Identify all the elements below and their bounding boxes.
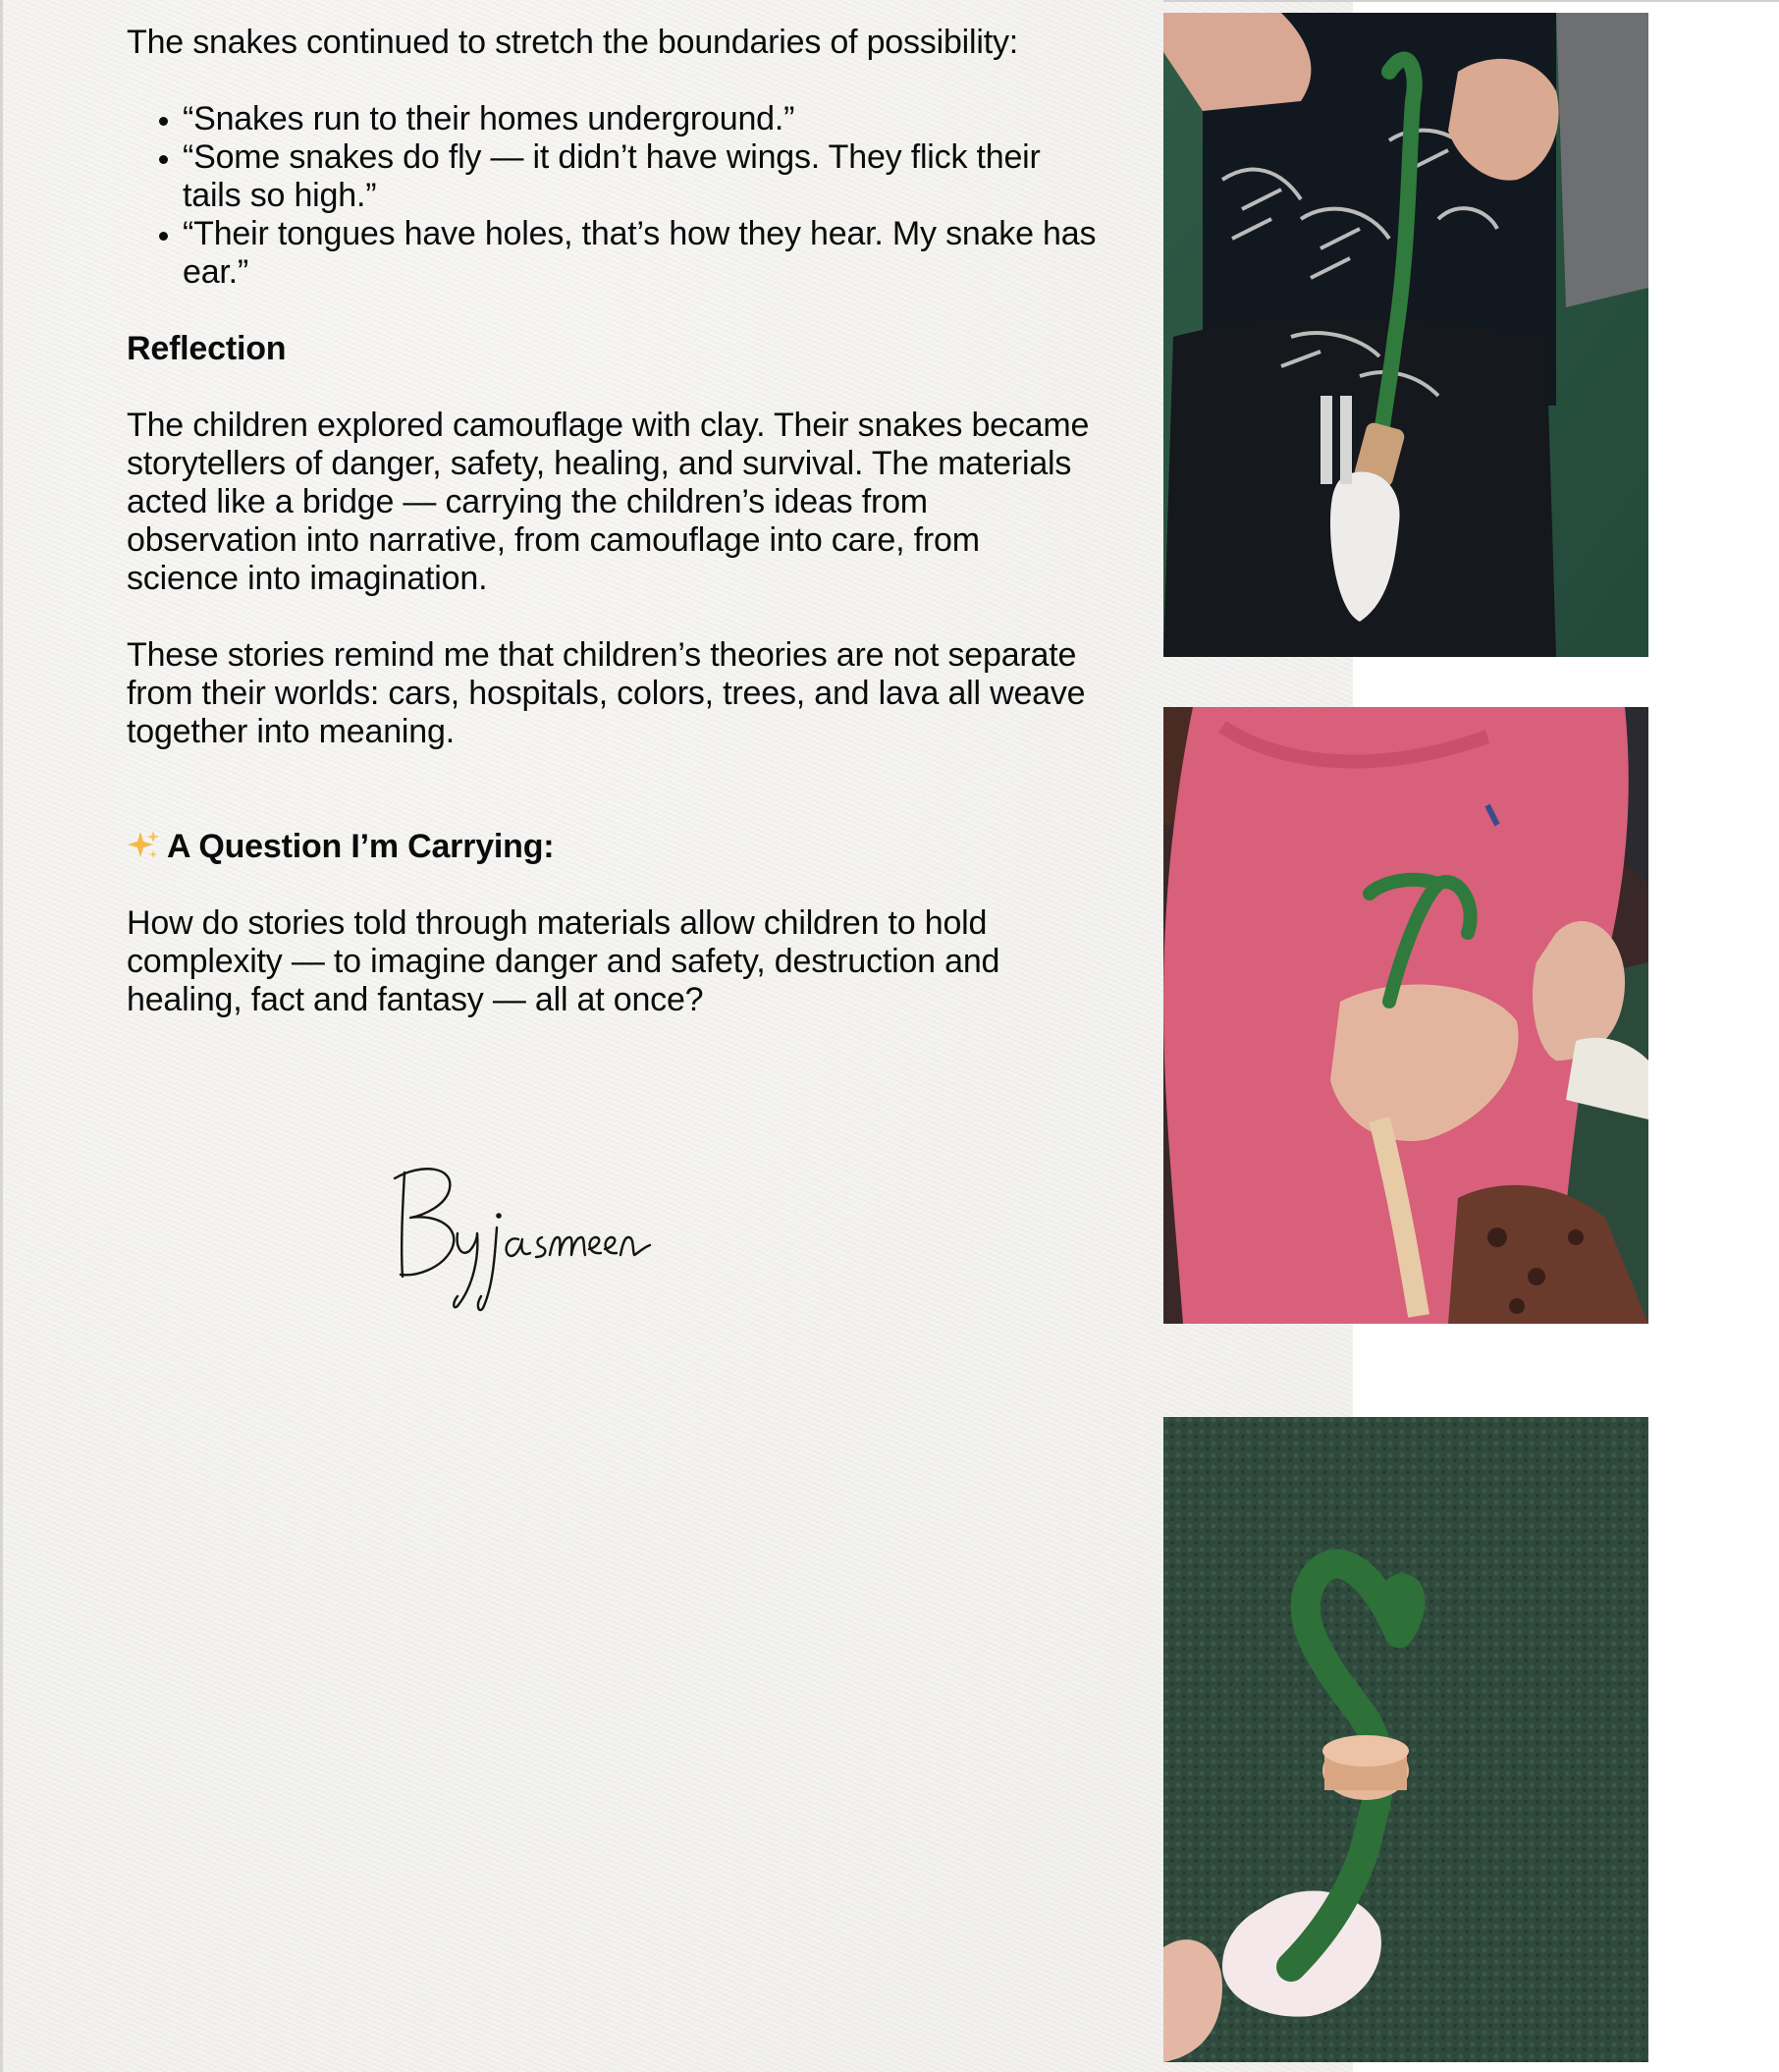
sparkles-icon [127, 829, 160, 862]
reflection-heading: Reflection [127, 330, 287, 367]
question-heading-text: A Question I’m Carrying: [167, 828, 555, 865]
signature [393, 1159, 707, 1316]
quote-list [127, 100, 1099, 292]
signature-drawing [393, 1159, 707, 1316]
document-body [127, 24, 1099, 1019]
photo-child-dinosaur-shirt-snake [1163, 13, 1648, 657]
photo-child-pink-shirt-snake [1163, 707, 1648, 1324]
photo-pipe-cleaner-snake-carpet [1163, 1417, 1648, 2062]
top-divider [1163, 0, 1779, 2]
reflection-paragraph: These stories remind me that children’s theories are not separate from their worlds: cars, hospitals, colors, trees, and lava all weave together into meaning. [127, 636, 1086, 750]
intro-text: The snakes continued to stretch the boundaries of possibility: [127, 24, 1019, 61]
reflection-paragraph: The children explored camouflage with clay. Their snakes became storytellers of danger, safety, healing, and survival. The materials acted like a bridge — carrying the children’s ideas from observation into narrative, from camouflage into care, from science into imagination. [127, 407, 1090, 597]
question-heading [127, 828, 1099, 866]
list-item: • “Snakes run to their homes underground.” [183, 100, 1099, 138]
list-item: • “Some snakes do fly — it didn’t have wings. They flick their tails so high.” [183, 138, 1099, 215]
list-item: • “Their tongues have holes, that’s how they hear. My snake has ear.” [183, 215, 1099, 292]
page-edge [0, 0, 3, 2072]
question-text: How do stories told through materials allow children to hold complexity — to imagine danger and safety, destruction and healing, fact and fantasy — all at once? [127, 904, 1000, 1018]
